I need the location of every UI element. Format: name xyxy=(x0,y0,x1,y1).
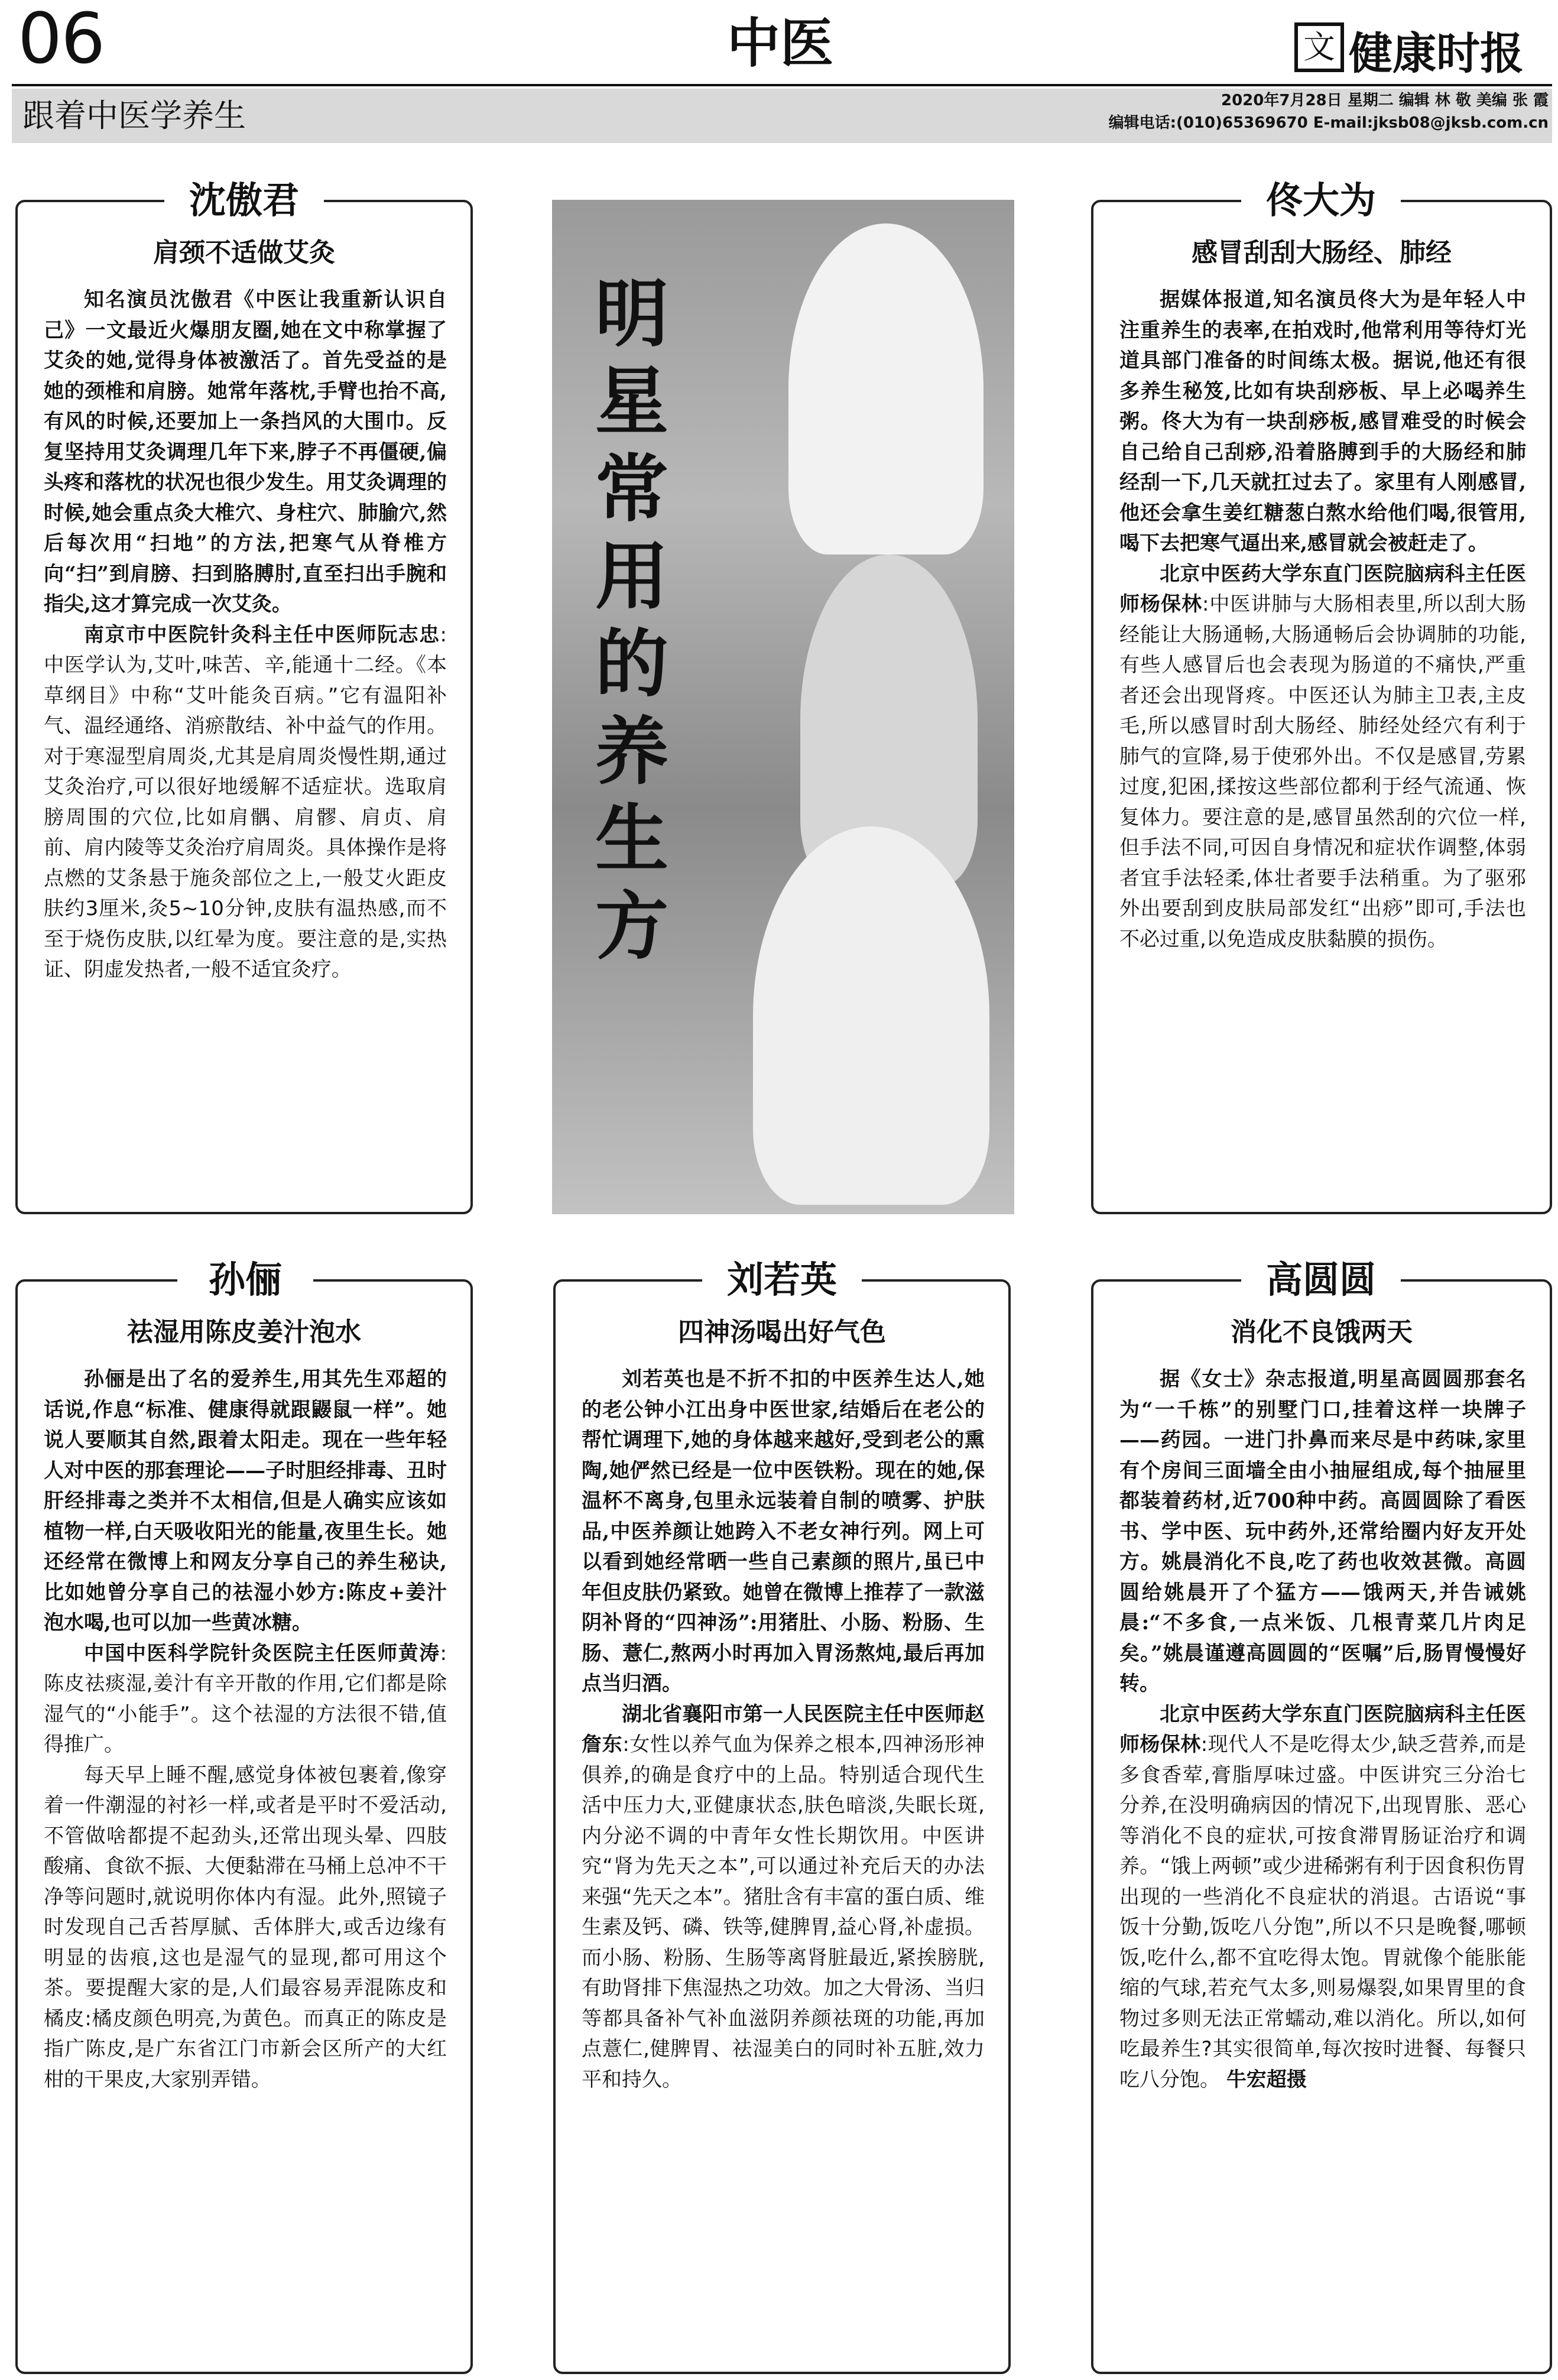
article-name: 孙俪 xyxy=(177,1259,313,1301)
feature-photo xyxy=(552,200,1014,1214)
article-subtitle: 四神汤喝出好气色 xyxy=(678,1317,886,1347)
article-name: 高圆圆 xyxy=(1241,1259,1401,1301)
article-lead: 据媒体报道,知名演员佟大为是年轻人中注重养生的表率,在拍戏时,他常利用等待灯光道具部门准备的时间练太极。据说,他还有很多养生秘笈,比如有块刮痧板、早上必喝养生粥。佟大为有一块刮痧板,感冒难受的时候会自己给自己刮痧,沿着胳膊到手的大肠经和肺经刮一下,几天就扛过去了。家里有人刚感冒,他还会拿生姜红糖葱白熬水给他们喝,很管用,喝下去把寒气逼出来,感冒就会被赶走了。 xyxy=(1119,288,1526,555)
expert-name: 北京中医药大学东直门医院脑病科主任医师杨保林 xyxy=(1119,1702,1526,1756)
newspaper-logo xyxy=(1294,17,1554,79)
article-name: 沈傲君 xyxy=(164,180,324,221)
article-body xyxy=(44,1364,447,2095)
header-rule xyxy=(12,84,1552,86)
celebrity-photo-1 xyxy=(788,223,984,555)
article-box-2 xyxy=(1091,179,1552,1214)
article-name: 佟大为 xyxy=(1241,180,1401,221)
expert-comment: :中医讲肺与大肠相表里,所以刮大肠经能让大肠通畅,大肠通畅后会协调肺的功能,有些人感冒后也会表现为肠道的不痛快,严重者还会出现肾疼。中医还认为肺主卫表,主皮毛,所以感冒时刮大肠经、肺经处经穴有利于肺气的宣降,易于使邪外出。不仅是感冒,劳累过度,犯困,揉按这些部位都利于经气流通、恢复体力。要注意的是,感冒虽然刮的穴位一样,但手法不同,可因自身情况和症状作调整,体弱者宜手法轻柔,体壮者要手法稍重。为了驱邪外出要刮到皮肤局部发红“出痧”即可,手法也不必过重,以免造成皮肤黏膜的损伤。 xyxy=(1119,592,1527,951)
article-subtitle: 消化不良饿两天 xyxy=(1231,1317,1413,1347)
feature-headline: 明 星 常 用 的 养 生 方 xyxy=(595,271,668,969)
celebrity-photo-3 xyxy=(753,826,989,1205)
article-box-1 xyxy=(15,179,473,1214)
article-body xyxy=(44,285,447,985)
article-box-3 xyxy=(15,1258,473,2374)
article-name: 刘若英 xyxy=(702,1259,862,1301)
edition-info: 2020年7月28日 星期二 编辑 林 敬 美编 张 霞 xyxy=(1221,92,1549,109)
expert-comment: :陈皮祛痰湿,姜汁有辛开散的作用,它们都是除湿气的“小能手”。这个祛湿的方法很不错,值得推广。 xyxy=(44,1641,447,1756)
column-title: 跟着中医学养生 xyxy=(22,97,246,134)
article-lead: 知名演员沈傲君《中医让我重新认识自己》一文最近火爆朋友圈,她在文中称掌握了艾灸的她,觉得身体被激活了。首先受益的是她的颈椎和肩膀。她常年落枕,手臂也抬不高,有风的时候,还要加上一条挡风的大围巾。反复坚持用艾灸调理几年下来,脖子不再僵硬,偏头疼和落枕的状况也很少发生。用艾灸调理的时候,她会重点灸大椎穴、身柱穴、肺腧穴,然后每次用“扫地”的方法,把寒气从脊椎方向“扫”到肩膀、扫到胳膊肘,直至扫出手腕和指尖,这才算完成一次艾灸。 xyxy=(44,288,447,616)
expert-name: 北京中医药大学东直门医院脑病科主任医师杨保林 xyxy=(1119,562,1526,616)
article-lead: 据《女士》杂志报道,明星高圆圆那套名为“一千栋”的别墅门口,挂着这样一块牌子——药园。一进门扑鼻而来尽是中药味,家里有个房间三面墙全由小抽屉组成,每个抽屉里都装着药材,近700种中药。高圆圆除了看医书、学中医、玩中药外,还常给圈内好友开处方。姚晨消化不良,吃了药也收效甚微。高圆圆给姚晨开了个猛方——饿两天,并告诫姚晨:“不多食,一点米饭、几根青菜几片肉足矣。”姚晨谨遵高圆圆的“医嘱”后,肠胃慢慢好转。 xyxy=(1119,1367,1526,1695)
editor-contact: 编辑电话:(010)65369670 E-mail:jksb08@jksb.com.cn xyxy=(1108,114,1549,132)
article-box-4 xyxy=(553,1258,1011,2374)
article-box-5 xyxy=(1091,1258,1552,2374)
logo-emblem-icon: 文 xyxy=(1294,22,1344,72)
expert-name: 南京市中医院针灸科主任中医师阮志忠 xyxy=(84,622,440,647)
logo-text: 健康时报 xyxy=(1349,28,1524,79)
section-title: 中医 xyxy=(727,12,833,74)
article-subtitle: 肩颈不适做艾灸 xyxy=(153,238,335,268)
expert-comment: :现代人不是吃得太少,缺乏营养,而是多食香荤,膏脂厚味过盛。中医讲究三分治七分养,在没明确病因的情况下,出现胃胀、恶心等消化不良的症状,可按食滞胃肠证治疗和调养。“饿上两顿”或少进稀粥有利于因食积伤胃出现的一些消化不良症状的消退。古语说“事饭十分勤,饭吃八分饱”,所以不只是晚餐,哪顿饭,吃什么,都不宜吃得太饱。胃就像个能胀能缩的气球,若充气太多,则易爆裂,如果胃里的食物过多则无法正常蠕动,难以消化。所以,如何吃最养生?其实很简单,每次按时进餐、每餐只吃八分饱。 xyxy=(1119,1733,1526,2092)
article-subtitle: 祛湿用陈皮姜汁泡水 xyxy=(127,1317,361,1347)
expert-comment: :中医学认为,艾叶,味苦、辛,能通十二经。《本草纲目》中称“艾叶能灸百病。”它有温阳补气、温经通络、消瘀散结、补中益气的作用。对于寒湿型肩周炎,尤其是肩周炎慢性期,通过艾灸治疗,可以很好地缓解不适症状。选取肩膀周围的穴位,比如肩髃、肩髎、肩贞、肩前、肩内陵等艾灸治疗肩周炎。具体操作是将点燃的艾条悬于施灸部位之上,一般艾火距皮肤约3厘米,灸5~10分钟,皮肤有温热感,而不至于烧伤皮肤,以红晕为度。要注意的是,实热证、阴虚发热者,一般不适宜灸疗。 xyxy=(44,622,447,981)
photo-credit: 牛宏超摄 xyxy=(1226,2067,1307,2092)
page-number: 06 xyxy=(18,0,105,79)
article-body xyxy=(1119,1364,1526,2095)
article-lead: 孙俪是出了名的爱养生,用其先生邓超的话说,作息“标准、健康得就跟鼹鼠一样”。她说人要顺其自然,跟着太阳走。现在一些年轻人对中医的那套理论——子时胆经排毒、丑时肝经排毒之类并不太相信,但是人确实应该如植物一样,白天吸收阳光的能量,夜里生长。她还经常在微博上和网友分享自己的养生秘诀,比如她曾分享自己的祛湿小妙方:陈皮+姜汁泡水喝,也可以加一些黄冰糖。 xyxy=(44,1367,447,1635)
article-lead: 刘若英也是不折不扣的中医养生达人,她的老公钟小江出身中医世家,结婚后在老公的帮忙调理下,她的身体越来越好,受到老公的熏陶,她俨然已经是一位中医铁粉。现在的她,保温杯不离身,包里永远装着自制的喷雾、护肤品,中医养颜让她跨入不老女神行列。网上可以看到她经常晒一些自己素颜的照片,虽已中年但皮肤仍紧致。她曾在微博上推荐了一款滋阴补肾的“四神汤”:用猪肚、小肠、粉肠、生肠、薏仁,熬两小时再加入胃汤熬炖,最后再加点当归酒。 xyxy=(582,1367,985,1695)
article-subtitle: 感冒刮刮大肠经、肺经 xyxy=(1192,238,1452,268)
article-body xyxy=(582,1364,985,2095)
expert-name: 中国中医科学院针灸医院主任医师黄涛 xyxy=(84,1641,440,1665)
article-extra: 每天早上睡不醒,感觉身体被包裹着,像穿着一件潮湿的衬衫一样,或者是平时不爱活动,不管做啥都提不起劲头,还常出现头晕、四肢酸痛、食欲不振、大便黏滞在马桶上总冲不干净等问题时,就说明你体内有湿。此外,照镜子时发现自己舌苔厚腻、舌体胖大,或舌边缘有明显的齿痕,这也是湿气的显现,都可用这个茶。要提醒大家的是,人们最容易弄混陈皮和橘皮:橘皮颜色明亮,为黄色。而真正的陈皮是指广陈皮,是广东省江门市新会区所产的大红柑的干果皮,大家别弄错。 xyxy=(44,1763,447,2092)
expert-name: 湖北省襄阳市第一人民医院主任中医师赵詹东 xyxy=(582,1702,985,1756)
article-body xyxy=(1119,285,1526,955)
expert-comment: :女性以养气血为保养之根本,四神汤形神俱养,的确是食疗中的上品。特别适合现代生活中压力大,亚健康状态,肤色暗淡,失眠长斑,内分泌不调的中青年女性长期饮用。中医讲究“肾为先天之本”,可以通过补充后天的办法来强“先天之本”。猪肚含有丰富的蛋白质、维生素及钙、磷、铁等,健脾胃,益心肾,补虚损。而小肠、粉肠、生肠等离肾脏最近,紧挨膀胱,有助肾排下焦湿热之功效。加之大骨汤、当归等都具备补气补血滋阴养颜祛斑的功能,再加点薏仁,健脾胃、祛湿美白的同时补五脏,效力平和持久。 xyxy=(582,1733,985,2092)
